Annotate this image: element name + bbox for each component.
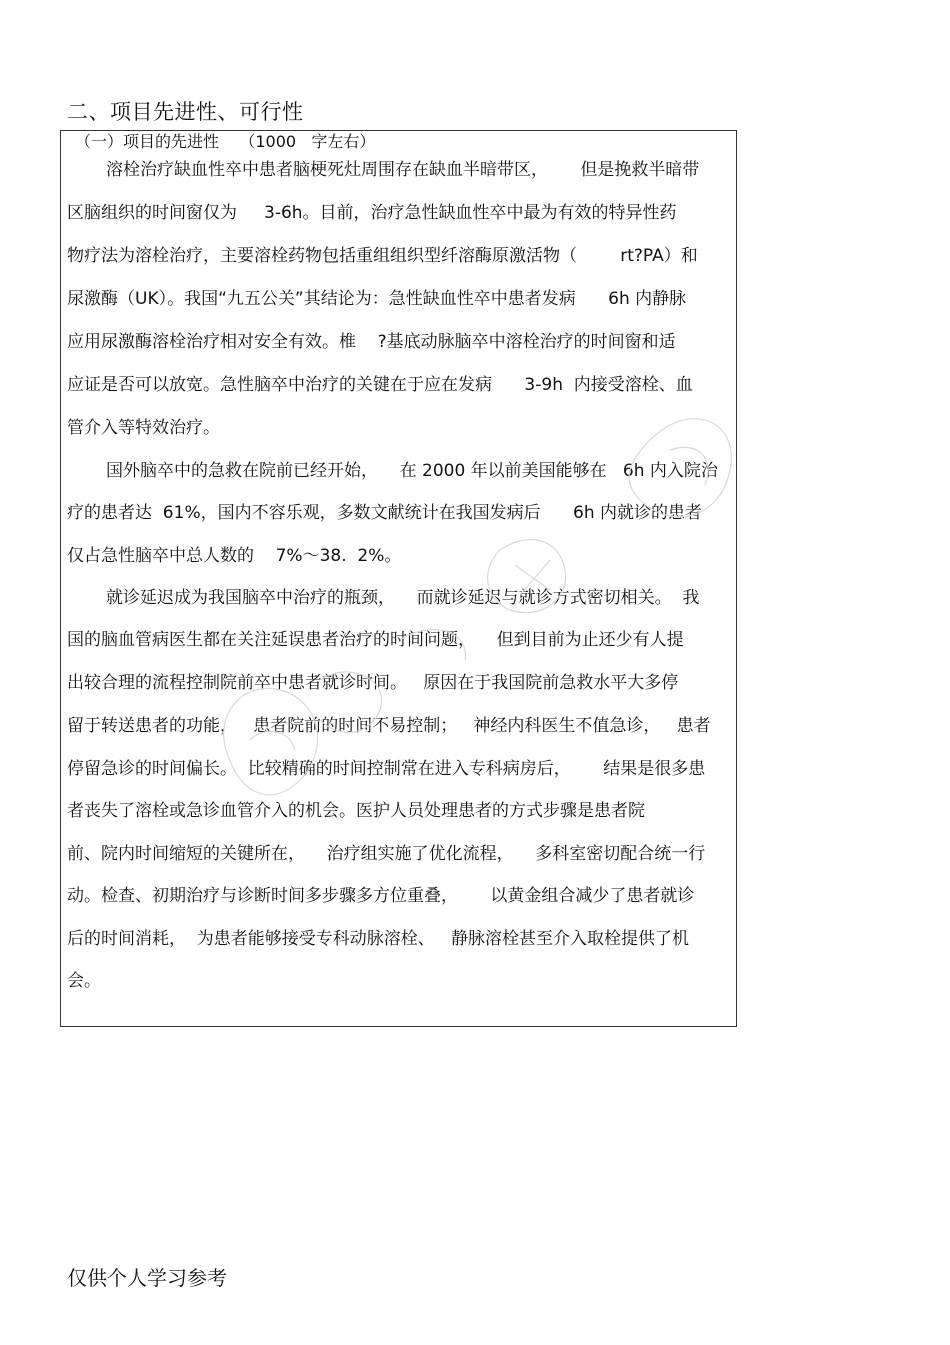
- text-line: 管介入等特效治疗。: [67, 418, 220, 438]
- text-line: 区脑组织的时间窗仅为 3-6h。目前，治疗急性缺血性卒中最为有效的特异性药: [67, 203, 677, 223]
- footer-note: 仅供个人学习参考: [67, 1266, 227, 1290]
- text-line: 会。: [67, 971, 101, 991]
- section-heading: 二、项目先进性、可行性: [67, 100, 304, 124]
- text-line: 动。检查、初期治疗与诊断时间多步骤多方位重叠， 以黄金组合减少了患者就诊: [67, 886, 695, 906]
- text-line: 物疗法为溶栓治疗，主要溶栓药物包括重组组织型纤溶酶原激活物（ rt?PA）和: [67, 246, 698, 266]
- text-line: 疗的患者达 61%，国内不容乐观，多数文献统计在我国发病后 6h 内就诊的患者: [67, 503, 703, 523]
- text-line: 前、院内时间缩短的关键所在， 治疗组实施了优化流程， 多科室密切配合统一行: [67, 844, 706, 864]
- text-line: 后的时间消耗， 为患者能够接受专科动脉溶栓、 静脉溶栓甚至介入取栓提供了机: [67, 929, 690, 949]
- text-line: 国外脑卒中的急救在院前已经开始， 在 2000 年以前美国能够在 6h 内入院治: [106, 461, 718, 481]
- text-line: 应证是否可以放宽。急性脑卒中治疗的关键在于应在发病 3-9h 内接受溶栓、血: [67, 375, 693, 395]
- text-line: 停留急诊的时间偏长。 比较精确的时间控制常在进入专科病房后， 结果是很多患: [67, 759, 706, 779]
- text-line: 者丧失了溶栓或急诊血管介入的机会。医护人员处理患者的方式步骤是患者院: [67, 801, 645, 821]
- text-line: 尿激酶（UK）。我国“九五公关”其结论为：急性缺血性卒中患者发病 6h 内静脉: [67, 289, 687, 309]
- text-line: 国的脑血管病医生都在关注延误患者治疗的时间问题， 但到目前为止还少有人提: [67, 630, 684, 650]
- text-line: 溶栓治疗缺血性卒中患者脑梗死灶周围存在缺血半暗带区， 但是挽救半暗带: [106, 160, 700, 180]
- text-line: 仅占急性脑卒中总人数的 7%～38. 2%。: [67, 546, 402, 566]
- text-line: 就诊延迟成为我国脑卒中治疗的瓶颈， 而就诊延迟与就诊方式密切相关。 我: [106, 588, 700, 608]
- text-line: 出较合理的流程控制院前卒中患者就诊时间。 原因在于我国院前急救水平大多停: [67, 673, 679, 693]
- text-line: 留于转送患者的功能， 患者院前的时间不易控制； 神经内科医生不值急诊， 患者: [67, 716, 711, 736]
- subheading: （一）项目的先进性 （1000 字左右）: [75, 132, 376, 151]
- text-line: 应用尿激酶溶栓治疗相对安全有效。椎 ?基底动脉脑卒中溶栓治疗的时间窗和适: [67, 332, 676, 352]
